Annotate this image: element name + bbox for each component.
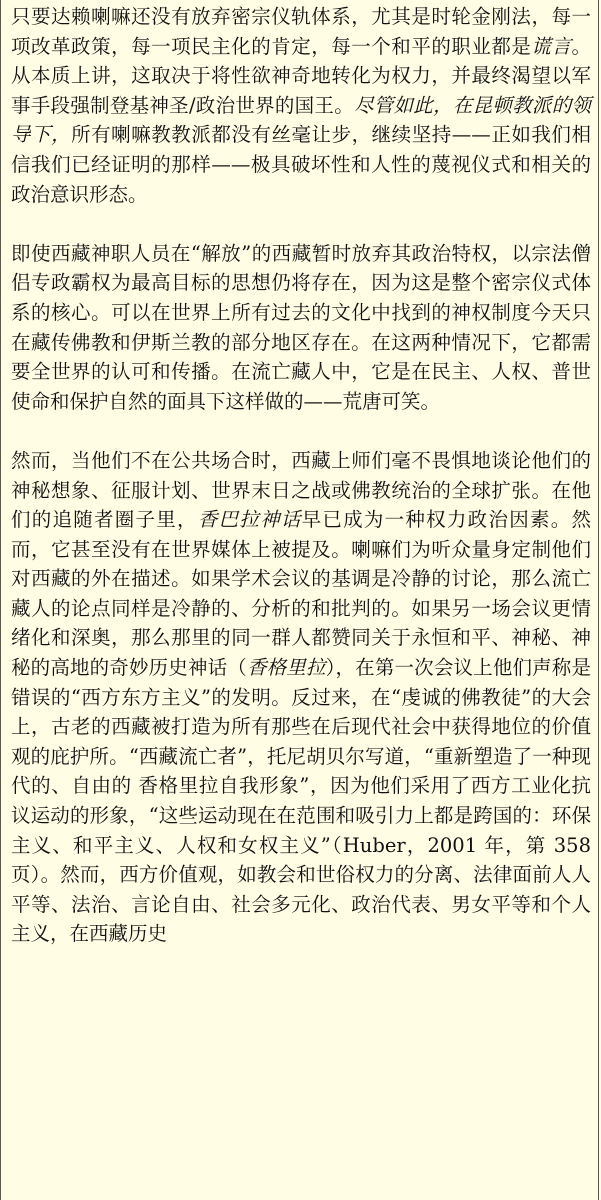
- paragraph-2: [11, 239, 591, 417]
- document-body: [11, 2, 591, 979]
- italic-run: 香巴拉神话: [197, 508, 302, 532]
- text-run: 即使西藏神职人员在“解放”的西藏暂时放弃其政治特权，以宗法僧侣专政霸权为最高目标的思想仍将存在，因为这是整个密宗仪式体系的核心。可以在世界上所有过去的文化中找到的神权制度今天只在藏传佛教和伊斯兰教的部分地区存在。在这两种情况下，它都需要全世界的认可和传播。在流亡藏人中，它是在民主、人权、普世使命和保护自然的面具下这样做的——荒唐可笑。: [11, 241, 591, 413]
- text-run: 然而，当他们不在公共场合时，西藏上师们毫不畏惧地谈论他们的神秘想象、征服计划、世界末日之战或佛教统治的全球扩张。在他们的追随者圈子里，: [11, 448, 591, 532]
- italic-run: 香格里拉: [246, 656, 326, 680]
- text-run: 只要达赖喇嘛还没有放弃密宗仪轨体系，尤其是时轮金刚法，每一项改革政策，每一项民主化的肯定，每一个和平的职业都是: [11, 5, 591, 58]
- paragraph-3: [11, 446, 591, 949]
- italic-run: 谎言: [531, 34, 572, 58]
- text-run: 所有喇嘛教教派都没有丝毫让步，继续坚持——正如我们相信我们已经证明的那样——极具破坏性和人性的蔑视仪式和相关的政治意识形态。: [11, 123, 591, 206]
- italic-run: 尽管如此，在昆顿教派的领导下，: [11, 93, 591, 147]
- text-run: 早已成为一种权力政治因素。然而，它甚至没有在世界媒体上被提及。喇嘛们为听众量身定制他们对西藏的外在描述。如果学术会议的基调是冷静的讨论，那么流亡藏人的论点同样是冷静的、分析的和批判的。如果另一场会议更情绪化和深奥，那么那里的同一群人都赞同关于永恒和平、神秘、神秘的高地的奇妙历史神话（: [11, 508, 591, 680]
- text-run: 。从本质上讲，这取决于将性欲神奇地转化为权力，并最终渴望以军事手段强制登基神圣/政治世界的国王。: [11, 34, 591, 117]
- paragraph-1: [11, 2, 591, 209]
- text-run: ），在第一次会议上他们声称是错误的“西方东方主义”的发明。反过来，在“虔诚的佛教徒”的大会上，古老的西藏被打造为所有那些在后现代社会中获得地位的价值观的庇护所。“西藏流亡者”，托尼胡贝尔写道，“重新塑造了一种现代的、自由的 香格里拉自我形象”，因为他们采用了西方工业化抗议运动的形象，“这些运动现在在范围和吸引力上都是跨国的：环保主义、和平主义、人权和女权主义”（Huber，2001 年，第 358 页）。然而，西方价值观，如教会和世俗权力的分离、法律面前人人平等、法治、言论自由、社会多元化、政治代表、男女平等和个人主义，在西藏历史: [11, 656, 591, 946]
